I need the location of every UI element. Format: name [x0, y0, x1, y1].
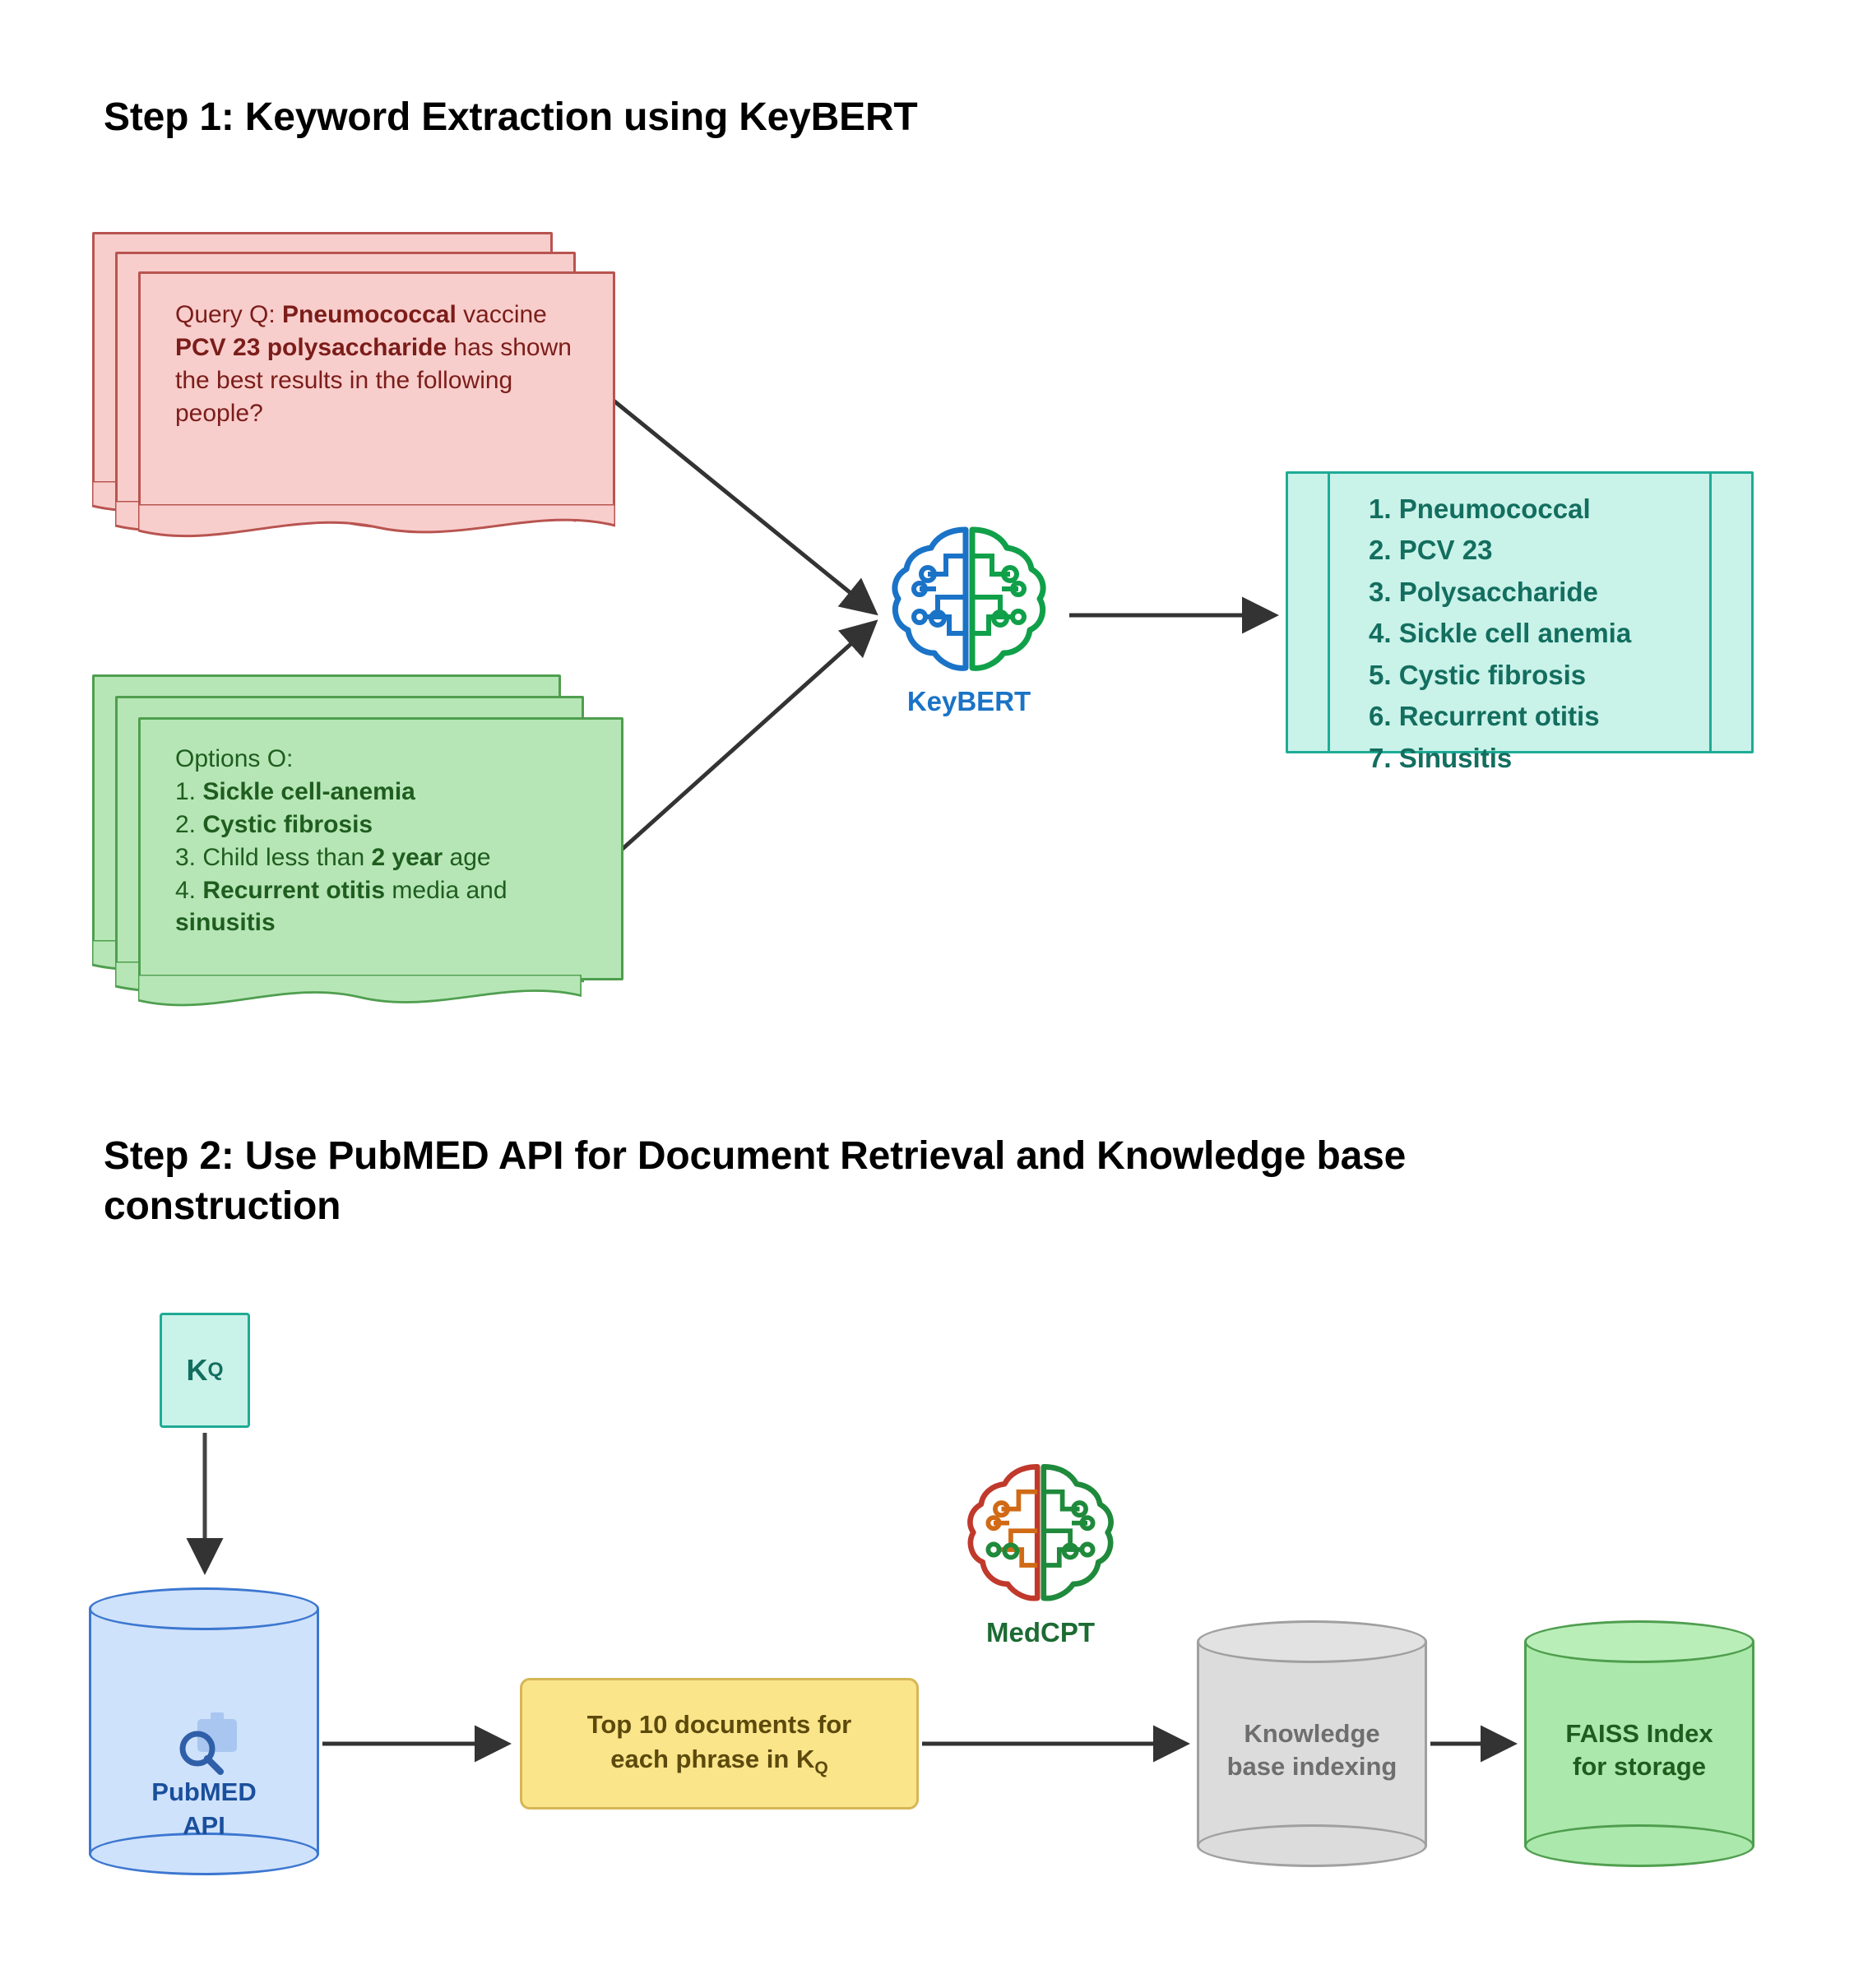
- box-divider-right: [1709, 474, 1712, 751]
- list-item: 6. Recurrent otitis: [1369, 701, 1600, 732]
- options-card-stack: [92, 674, 635, 1028]
- top-documents-box: [520, 1678, 919, 1810]
- step-1-title: Step 1: Keyword Extraction using KeyBERT: [104, 95, 918, 139]
- medcpt-brain-icon: [958, 1456, 1123, 1647]
- kb-label-line-1: Knowledge: [1244, 1719, 1380, 1748]
- query-text: Query Q: Pneumococcal vaccine PCV 23 polysaccharide has shown the best results in the following people?: [175, 301, 572, 427]
- list-item: 1. Pneumococcal: [1369, 494, 1591, 524]
- cylinder-bottom: [1524, 1824, 1754, 1867]
- extracted-keywords-box: [1286, 471, 1754, 773]
- pubmed-label-line-1: PubMED: [151, 1777, 257, 1807]
- query-card-front: [138, 271, 615, 510]
- topdocs-line-1: Top 10 documents for: [586, 1709, 852, 1739]
- topdocs-line-2-sub: Q: [814, 1758, 828, 1777]
- option-item-1: 1. Sickle cell-anemia: [175, 777, 415, 805]
- arrow-options-to-keybert: [615, 625, 872, 855]
- faiss-label: [1524, 1717, 1754, 1784]
- list-item: 2. PCV 23: [1369, 535, 1493, 566]
- keyword-list: [1369, 489, 1631, 779]
- torn-edge: [138, 975, 582, 1009]
- list-item: 3. Polysaccharide: [1369, 576, 1598, 607]
- knowledge-base-label: [1197, 1717, 1427, 1784]
- options-text: [175, 743, 595, 939]
- box-divider-left: [1328, 474, 1330, 751]
- list-item: 5. Cystic fibrosis: [1369, 659, 1587, 690]
- kq-keyword-set-box: [160, 1313, 250, 1428]
- keybert-label: KeyBERT: [906, 686, 1031, 716]
- query-card-stack: [92, 232, 619, 528]
- cylinder-top: [1197, 1620, 1427, 1663]
- faiss-label-line-1: FAISS Index: [1565, 1719, 1713, 1748]
- cylinder-top: [1524, 1620, 1754, 1663]
- knowledge-base-datastore: [1197, 1620, 1427, 1867]
- pubmed-label-line-2: API: [183, 1810, 225, 1840]
- option-item-3: 3. Child less than 2 year age: [175, 843, 491, 871]
- list-item: 4. Sickle cell anemia: [1369, 618, 1632, 649]
- arrow-query-to-keybert: [596, 387, 872, 610]
- options-card-front: [138, 717, 623, 980]
- step-2-title: Step 2: Use PubMED API for Document Retrieval and Knowledge base construction: [104, 1134, 1407, 1229]
- cylinder-top: [89, 1587, 319, 1630]
- kb-label-line-2: base indexing: [1226, 1752, 1397, 1782]
- options-label: Options O:: [175, 745, 294, 772]
- medcpt-label: MedCPT: [986, 1617, 1095, 1647]
- pubmed-api-datastore: [89, 1587, 319, 1875]
- pubmed-label: [89, 1776, 319, 1842]
- brain-icon: [958, 1456, 1123, 1612]
- kq-label: K: [186, 1353, 208, 1387]
- option-item-2: 2. Cystic fibrosis: [175, 810, 373, 838]
- torn-edge: [138, 504, 615, 539]
- brain-icon: [887, 518, 1051, 683]
- option-item-4: 4. Recurrent otitis media and sinusitis: [175, 876, 508, 937]
- keybert-brain-icon: [887, 518, 1051, 716]
- faiss-label-line-2: for storage: [1573, 1752, 1706, 1782]
- kq-subscript: Q: [207, 1359, 224, 1381]
- topdocs-line-2-text: each phrase in K: [610, 1744, 815, 1773]
- search-briefcase-icon: [176, 1711, 250, 1777]
- faiss-index-datastore: [1524, 1620, 1754, 1867]
- topdocs-line-2: [587, 1742, 852, 1781]
- list-item: 7. Sinusitis: [1369, 742, 1513, 773]
- cylinder-bottom: [1197, 1824, 1427, 1867]
